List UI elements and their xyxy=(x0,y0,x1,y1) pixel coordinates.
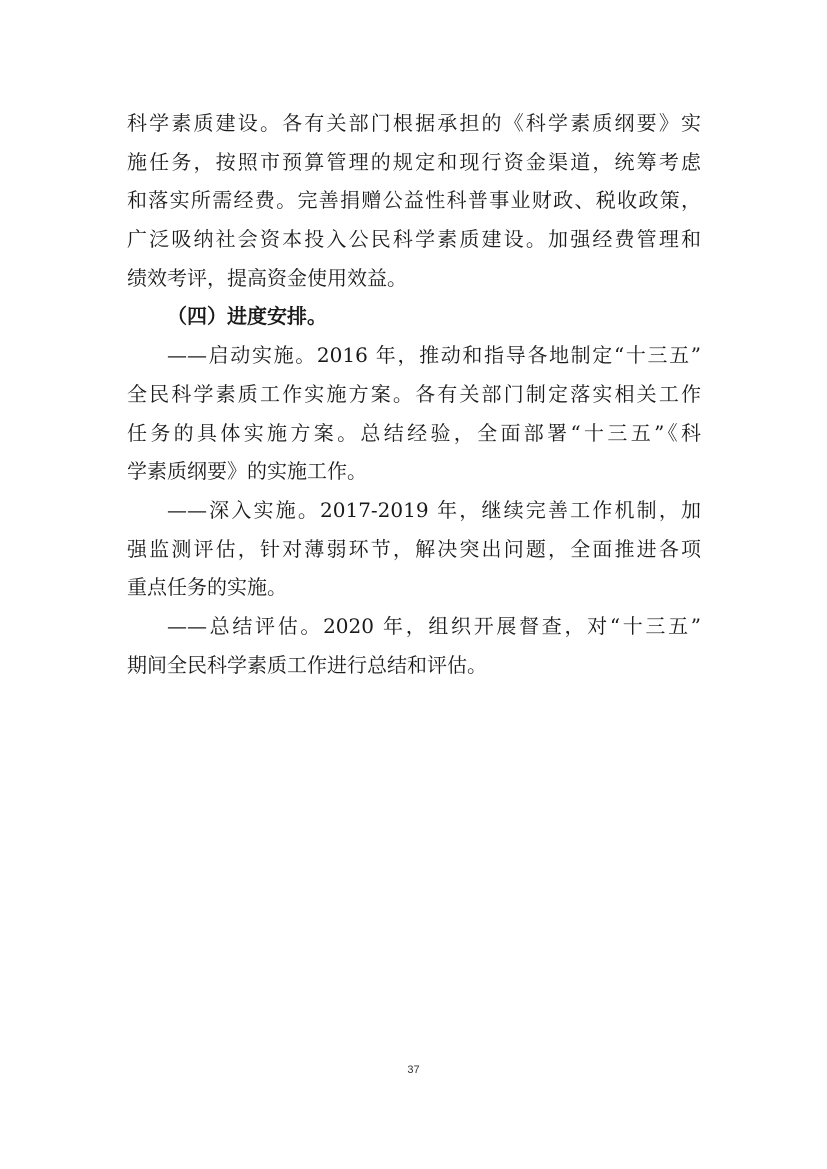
text-line: ——深入实施。2017-2019 年，继续完善工作机制，加 xyxy=(167,497,701,522)
text-line: 强监测评估，针对薄弱环节，解决突出问题，全面推进各项 xyxy=(127,536,701,561)
section-heading: （四）进度安排。 xyxy=(167,304,327,329)
text-line: ——总结评估。2020 年，组织开展督查，对“十三五” xyxy=(167,613,701,638)
text-line: 绩效考评，提高资金使用效益。 xyxy=(127,265,407,290)
text-line: 期间全民科学素质工作进行总结和评估。 xyxy=(127,652,487,677)
page-number: 37 xyxy=(407,1064,420,1076)
text-line: 学素质纲要》的实施工作。 xyxy=(127,459,367,484)
text-line: 和落实所需经费。完善捐赠公益性科普事业财政、税收政策， xyxy=(127,188,701,213)
text-line: 科学素质建设。各有关部门根据承担的《科学素质纲要》实 xyxy=(127,111,701,135)
text-line: 施任务，按照市预算管理的规定和现行资金渠道，统筹考虑 xyxy=(127,149,701,174)
text-line: ——启动实施。2016 年，推动和指导各地制定“十三五” xyxy=(167,343,701,368)
text-line: 广泛吸纳社会资本投入公民科学素质建设。加强经费管理和 xyxy=(127,227,701,252)
text-line: 全民科学素质工作实施方案。各有关部门制定落实相关工作 xyxy=(127,381,701,406)
text-line: 任务的具体实施方案。总结经验，全面部署“十三五”《科 xyxy=(127,420,701,445)
document-body xyxy=(127,104,701,684)
text-line: 重点任务的实施。 xyxy=(127,575,287,600)
